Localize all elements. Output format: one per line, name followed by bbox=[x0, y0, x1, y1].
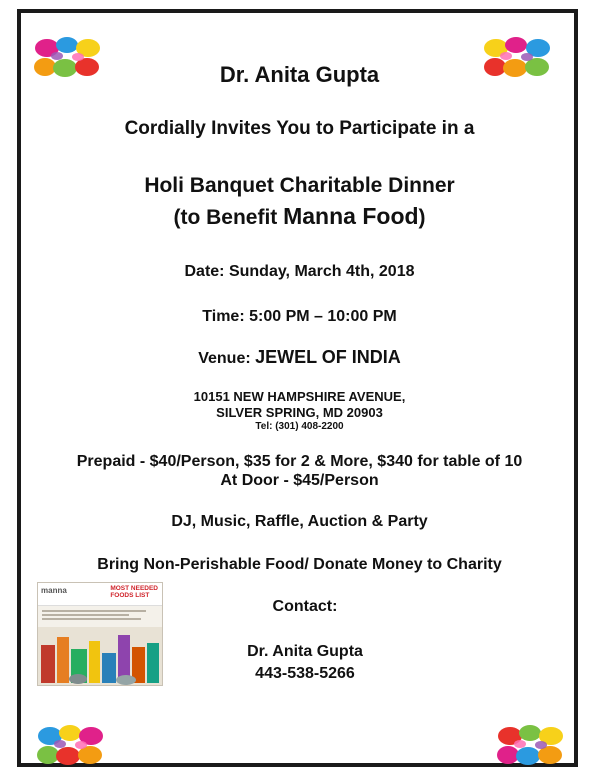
pricing-at-door: At Door - $45/Person bbox=[220, 472, 379, 489]
invite-line: Cordially Invites You to Participate in a bbox=[124, 118, 475, 139]
benefit-suffix: ) bbox=[418, 206, 426, 229]
venue-label: Venue: bbox=[198, 350, 256, 367]
contact-phone: 443-538-5266 bbox=[255, 665, 355, 682]
event-title: Holi Banquet Charitable Dinner bbox=[144, 174, 455, 197]
address-line-1: 10151 NEW HAMPSHIRE AVENUE, bbox=[193, 389, 406, 404]
flyer-title-line-1: MOST NEEDED bbox=[110, 585, 158, 592]
contact-label: Contact: bbox=[272, 598, 338, 615]
food-items-graphic bbox=[38, 627, 162, 685]
holi-powder-icon bbox=[496, 724, 568, 768]
benefit-name: Manna Food bbox=[283, 203, 419, 229]
host-name: Dr. Anita Gupta bbox=[219, 62, 380, 87]
flyer-text-lines bbox=[38, 606, 162, 624]
venue-phone: Tel: (301) 408-2200 bbox=[255, 421, 344, 432]
activities: DJ, Music, Raffle, Auction & Party bbox=[171, 513, 428, 530]
contact-name: Dr. Anita Gupta bbox=[247, 643, 363, 660]
pricing-prepaid: Prepaid - $40/Person, $35 for 2 & More, $340 for table of 10 bbox=[76, 453, 523, 470]
benefit-prefix: (to Benefit bbox=[173, 206, 284, 229]
flyer-title-line-2: FOODS LIST bbox=[110, 592, 150, 599]
venue-line bbox=[17, 347, 582, 368]
donation-request: Bring Non-Perishable Food/ Donate Money to Charity bbox=[97, 556, 502, 573]
event-time: Time: 5:00 PM – 10:00 PM bbox=[202, 308, 397, 325]
flyer-header bbox=[38, 583, 162, 606]
food-donation-photo bbox=[37, 582, 163, 686]
flyer-title bbox=[110, 585, 158, 599]
venue-name: JEWEL OF INDIA bbox=[255, 347, 401, 367]
holi-powder-icon bbox=[36, 724, 108, 768]
manna-logo: manna bbox=[41, 586, 67, 595]
address-line-2: SILVER SPRING, MD 20903 bbox=[216, 405, 383, 420]
benefit-line bbox=[17, 203, 582, 230]
event-date: Date: Sunday, March 4th, 2018 bbox=[184, 263, 415, 280]
